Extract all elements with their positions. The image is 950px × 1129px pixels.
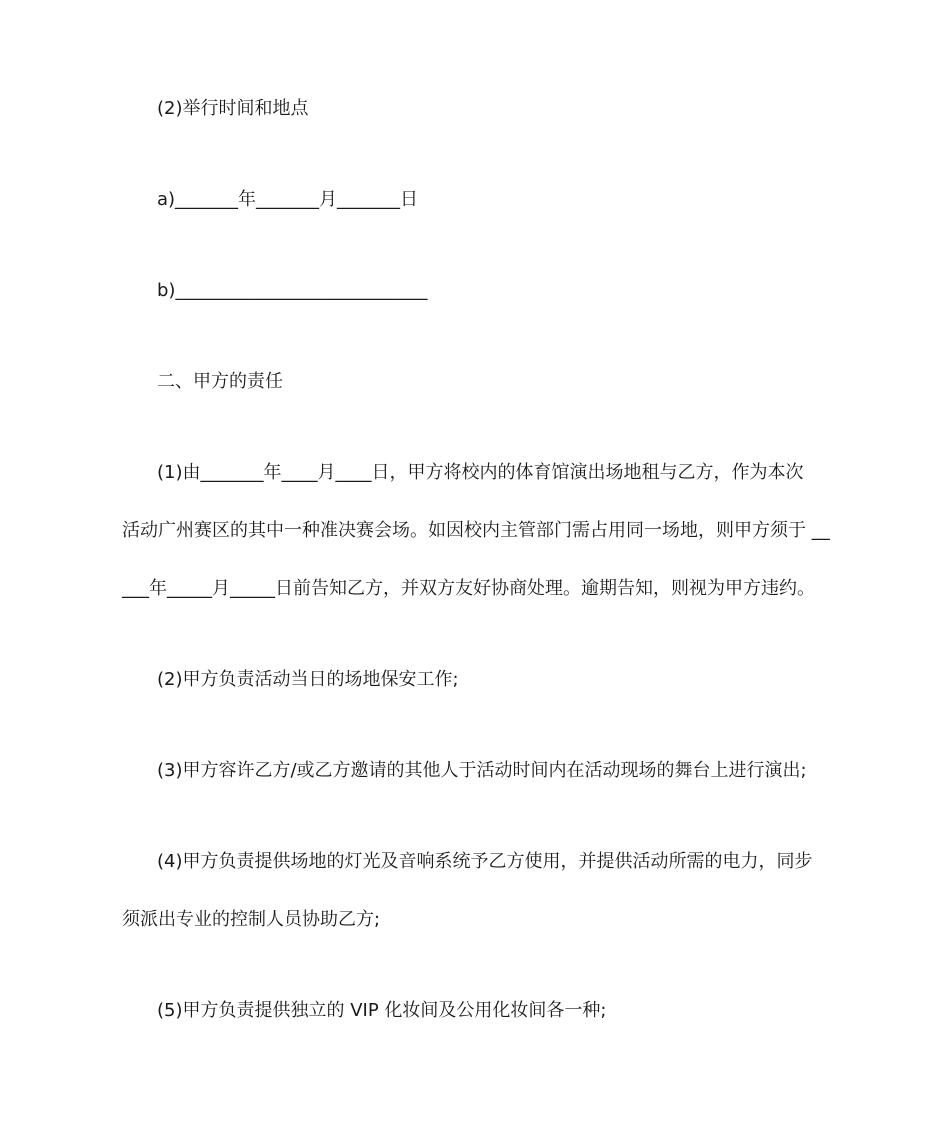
- item-2-time-place-heading: (2)举行时间和地点: [157, 98, 309, 119]
- clause-4-line-1: (4)甲方负责提供场地的灯光及音响系统予乙方使用，并提供活动所需的电力，同步: [157, 851, 813, 872]
- clause-3: (3)甲方容许乙方/或乙方邀请的其他人于活动时间内在活动现场的舞台上进行演出;: [157, 760, 807, 781]
- item-a-date-blank: a)_______年_______月_______日: [157, 189, 419, 210]
- item-b-place-blank: b)____________________________: [157, 280, 428, 301]
- clause-1-line-3: ___年_____月_____日前告知乙方，并双方友好协商处理。逾期告知，则视为甲方违约。: [122, 578, 815, 599]
- clause-2: (2)甲方负责活动当日的场地保安工作;: [157, 669, 459, 690]
- clause-1-line-1: (1)由_______年____月____日，甲方将校内的体育馆演出场地租与乙方，作为本次: [157, 462, 804, 483]
- clause-5: (5)甲方负责提供独立的 VIP 化妆间及公用化妆间各一种;: [157, 1000, 607, 1021]
- clause-1-line-2: 活动广州赛区的其中一种准决赛会场。如因校内主管部门需占用同一场地，则甲方须于 __: [122, 520, 830, 541]
- clause-4-line-2: 须派出专业的控制人员协助乙方;: [122, 909, 381, 930]
- section-heading-party-a-duties: 二、甲方的责任: [157, 371, 283, 392]
